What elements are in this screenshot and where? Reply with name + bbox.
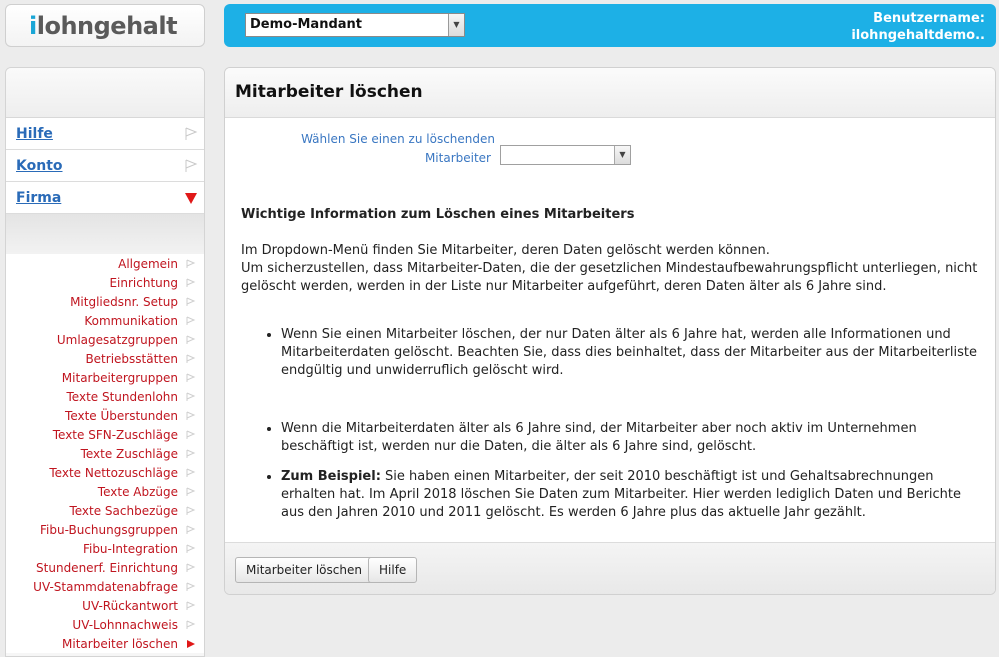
sidebar-item-label[interactable]: Fibu-Integration [82,541,178,556]
flag-outline-icon [186,563,196,573]
flag-outline-icon [186,487,196,497]
info-intro-1: Im Dropdown-Menü finden Sie Mitarbeiter, deren Daten gelöscht werden können. [241,243,770,258]
sidebar-item[interactable] [6,311,204,330]
info-intro-2: Um sicherzustellen, dass Mitarbeiter-Daten, die der gesetzlichen Mindestaufbewahrungspflicht unterliegen, nicht gelöscht werden, werden in der Liste nur Mitarbeiter aufgeführt, deren Daten älter als 6 Jahre sind. [241,261,978,294]
info-heading: Wichtige Information zum Löschen eines Mitarbeiters [241,207,635,222]
sidebar-item[interactable] [6,615,204,634]
flag-outline-icon [186,430,196,440]
sidebar-item[interactable] [6,254,204,273]
flag-outline-icon [186,411,196,421]
sidebar-item-label[interactable]: Einrichtung [109,275,178,290]
sidebar-item-label[interactable]: Mitarbeitergruppen [61,370,178,385]
list-item: • Wenn die Mitarbeiterdaten älter als 6 Jahre sind, der Mitarbeiter aber noch aktiv im Unternehmen beschäftigt ist, werden nur die Daten, die älter als 6 Jahre sind, gelöscht. [281,420,981,456]
sidebar-item-label[interactable]: Stundenerf. Einrichtung [36,560,178,575]
info-list-2 [241,420,981,522]
flag-outline-icon [186,278,196,288]
sidebar-item[interactable] [6,520,204,539]
help-button[interactable]: Hilfe [368,557,417,583]
panel-footer [225,542,995,595]
info-content [241,206,981,522]
sidebar-divider [6,214,204,254]
sidebar-item[interactable] [6,349,204,368]
sidebar-item-label[interactable]: Kommunikation [84,313,178,328]
info-list-1 [241,326,981,380]
flag-outline-icon [186,620,196,630]
sidebar-item[interactable] [6,501,204,520]
flag-outline-icon [186,354,196,364]
example-label: Zum Beispiel: [281,469,381,484]
sidebar-item[interactable] [6,368,204,387]
app-logo[interactable] [5,4,205,47]
chevron-down-icon[interactable]: ▼ [448,14,464,36]
flag-outline-icon [186,392,196,402]
sidebar-item[interactable] [6,425,204,444]
sidebar-item[interactable] [6,273,204,292]
username-value: ilohngehaltdemo.. [851,28,985,43]
sidebar-submenu [6,254,204,653]
employee-select-label-line1: Wählen Sie einen zu löschenden [301,132,495,146]
sidebar-item-label[interactable]: Texte Stundenlohn [66,389,178,404]
flag-outline-icon [184,159,198,173]
sidebar-item-label[interactable]: UV-Stammdatenabfrage [33,579,178,594]
sidebar-item-label[interactable]: Texte Überstunden [65,408,178,423]
flag-outline-icon [186,335,196,345]
flag-outline-icon [186,525,196,535]
list-item [281,468,981,522]
employee-select-label [295,130,495,168]
sidebar-item[interactable] [6,444,204,463]
sidebar [5,67,205,657]
flag-outline-icon [184,127,198,141]
flag-outline-icon [186,601,196,611]
sidebar-item[interactable] [6,596,204,615]
top-bar [224,4,996,47]
delete-employee-button[interactable]: Mitarbeiter löschen [235,557,373,583]
sidebar-item-label[interactable]: Mitgliedsnr. Setup [70,294,178,309]
main-panel [224,67,996,595]
sidebar-item-label[interactable]: Betriebsstätten [85,351,178,366]
sidebar-item-label[interactable]: Texte SFN-Zuschläge [52,427,178,442]
employee-select-label-line2: Mitarbeiter [424,151,491,165]
sidebar-item-label[interactable]: UV-Rückantwort [82,598,178,613]
flag-outline-icon [186,259,196,269]
sidebar-item-label[interactable]: UV-Lohnnachweis [72,617,178,632]
sidebar-section-hilfe[interactable] [6,118,204,150]
mandant-select[interactable] [245,13,465,37]
example-text: Sie haben einen Mitarbeiter, der seit 2010 beschäftigt ist und Gehaltsabrechnungen erhalten hat. Im April 2018 löschen Sie Daten zum Mitarbeiter. Hier werden lediglich Daten und Berichte aus den Jahren 2010 und 2011 gelöscht. Es werden 6 Jahre plus das aktuelle Jahr gezählt. [281,469,962,520]
sidebar-item-label[interactable]: Umlagesatzgruppen [56,332,178,347]
sidebar-item[interactable] [6,558,204,577]
sidebar-item[interactable] [6,292,204,311]
chevron-down-icon[interactable]: ▼ [614,146,630,164]
sidebar-item[interactable] [6,577,204,596]
mandant-value: Demo-Mandant [250,17,362,32]
username-label: Benutzername: [873,11,985,26]
flag-outline-icon [186,316,196,326]
sidebar-item-label[interactable]: Fibu-Buchungsgruppen [40,522,178,537]
sidebar-section-label[interactable]: Konto [16,157,63,174]
sidebar-item-label[interactable]: Texte Nettozuschläge [49,465,178,480]
employee-select[interactable] [500,145,631,165]
sidebar-section-label[interactable]: Hilfe [16,125,53,142]
sidebar-item[interactable] [6,463,204,482]
triangle-down-red-icon [184,191,198,205]
list-item: • Wenn Sie einen Mitarbeiter löschen, der nur Daten älter als 6 Jahre hat, werden alle Informationen und Mitarbeiterdaten gelöscht. Beachten Sie, dass dies beinhaltet, dass der Mitarbeiter aus der Mitarbeiterliste endgültig und unwiderruflich gelöscht wird. [281,326,981,380]
flag-outline-icon [186,582,196,592]
sidebar-item-label[interactable]: Texte Zuschläge [80,446,178,461]
sidebar-section-firma[interactable] [6,182,204,214]
sidebar-item[interactable] [6,539,204,558]
sidebar-item-label[interactable]: Texte Sachbezüge [69,503,178,518]
sidebar-item-label[interactable]: Texte Abzüge [97,484,178,499]
sidebar-item-label[interactable]: Mitarbeiter löschen [62,636,178,651]
sidebar-item[interactable] [6,482,204,501]
sidebar-item[interactable] [6,406,204,425]
flag-outline-icon [186,373,196,383]
sidebar-item[interactable] [6,330,204,349]
logo-i: i [29,11,37,40]
flag-outline-icon [186,506,196,516]
sidebar-item-label[interactable]: Allgemein [118,256,178,271]
page-title: Mitarbeiter löschen [225,68,995,118]
flag-outline-icon [186,468,196,478]
sidebar-section-konto[interactable] [6,150,204,182]
sidebar-header [6,68,204,118]
arrow-right-active-icon [186,639,196,649]
sidebar-item[interactable] [6,387,204,406]
flag-outline-icon [186,544,196,554]
flag-outline-icon [186,297,196,307]
sidebar-item[interactable] [6,634,204,653]
flag-outline-icon [186,449,196,459]
user-info [851,10,985,44]
sidebar-section-label[interactable]: Firma [16,189,62,206]
logo-text: lohngehalt [36,11,178,40]
